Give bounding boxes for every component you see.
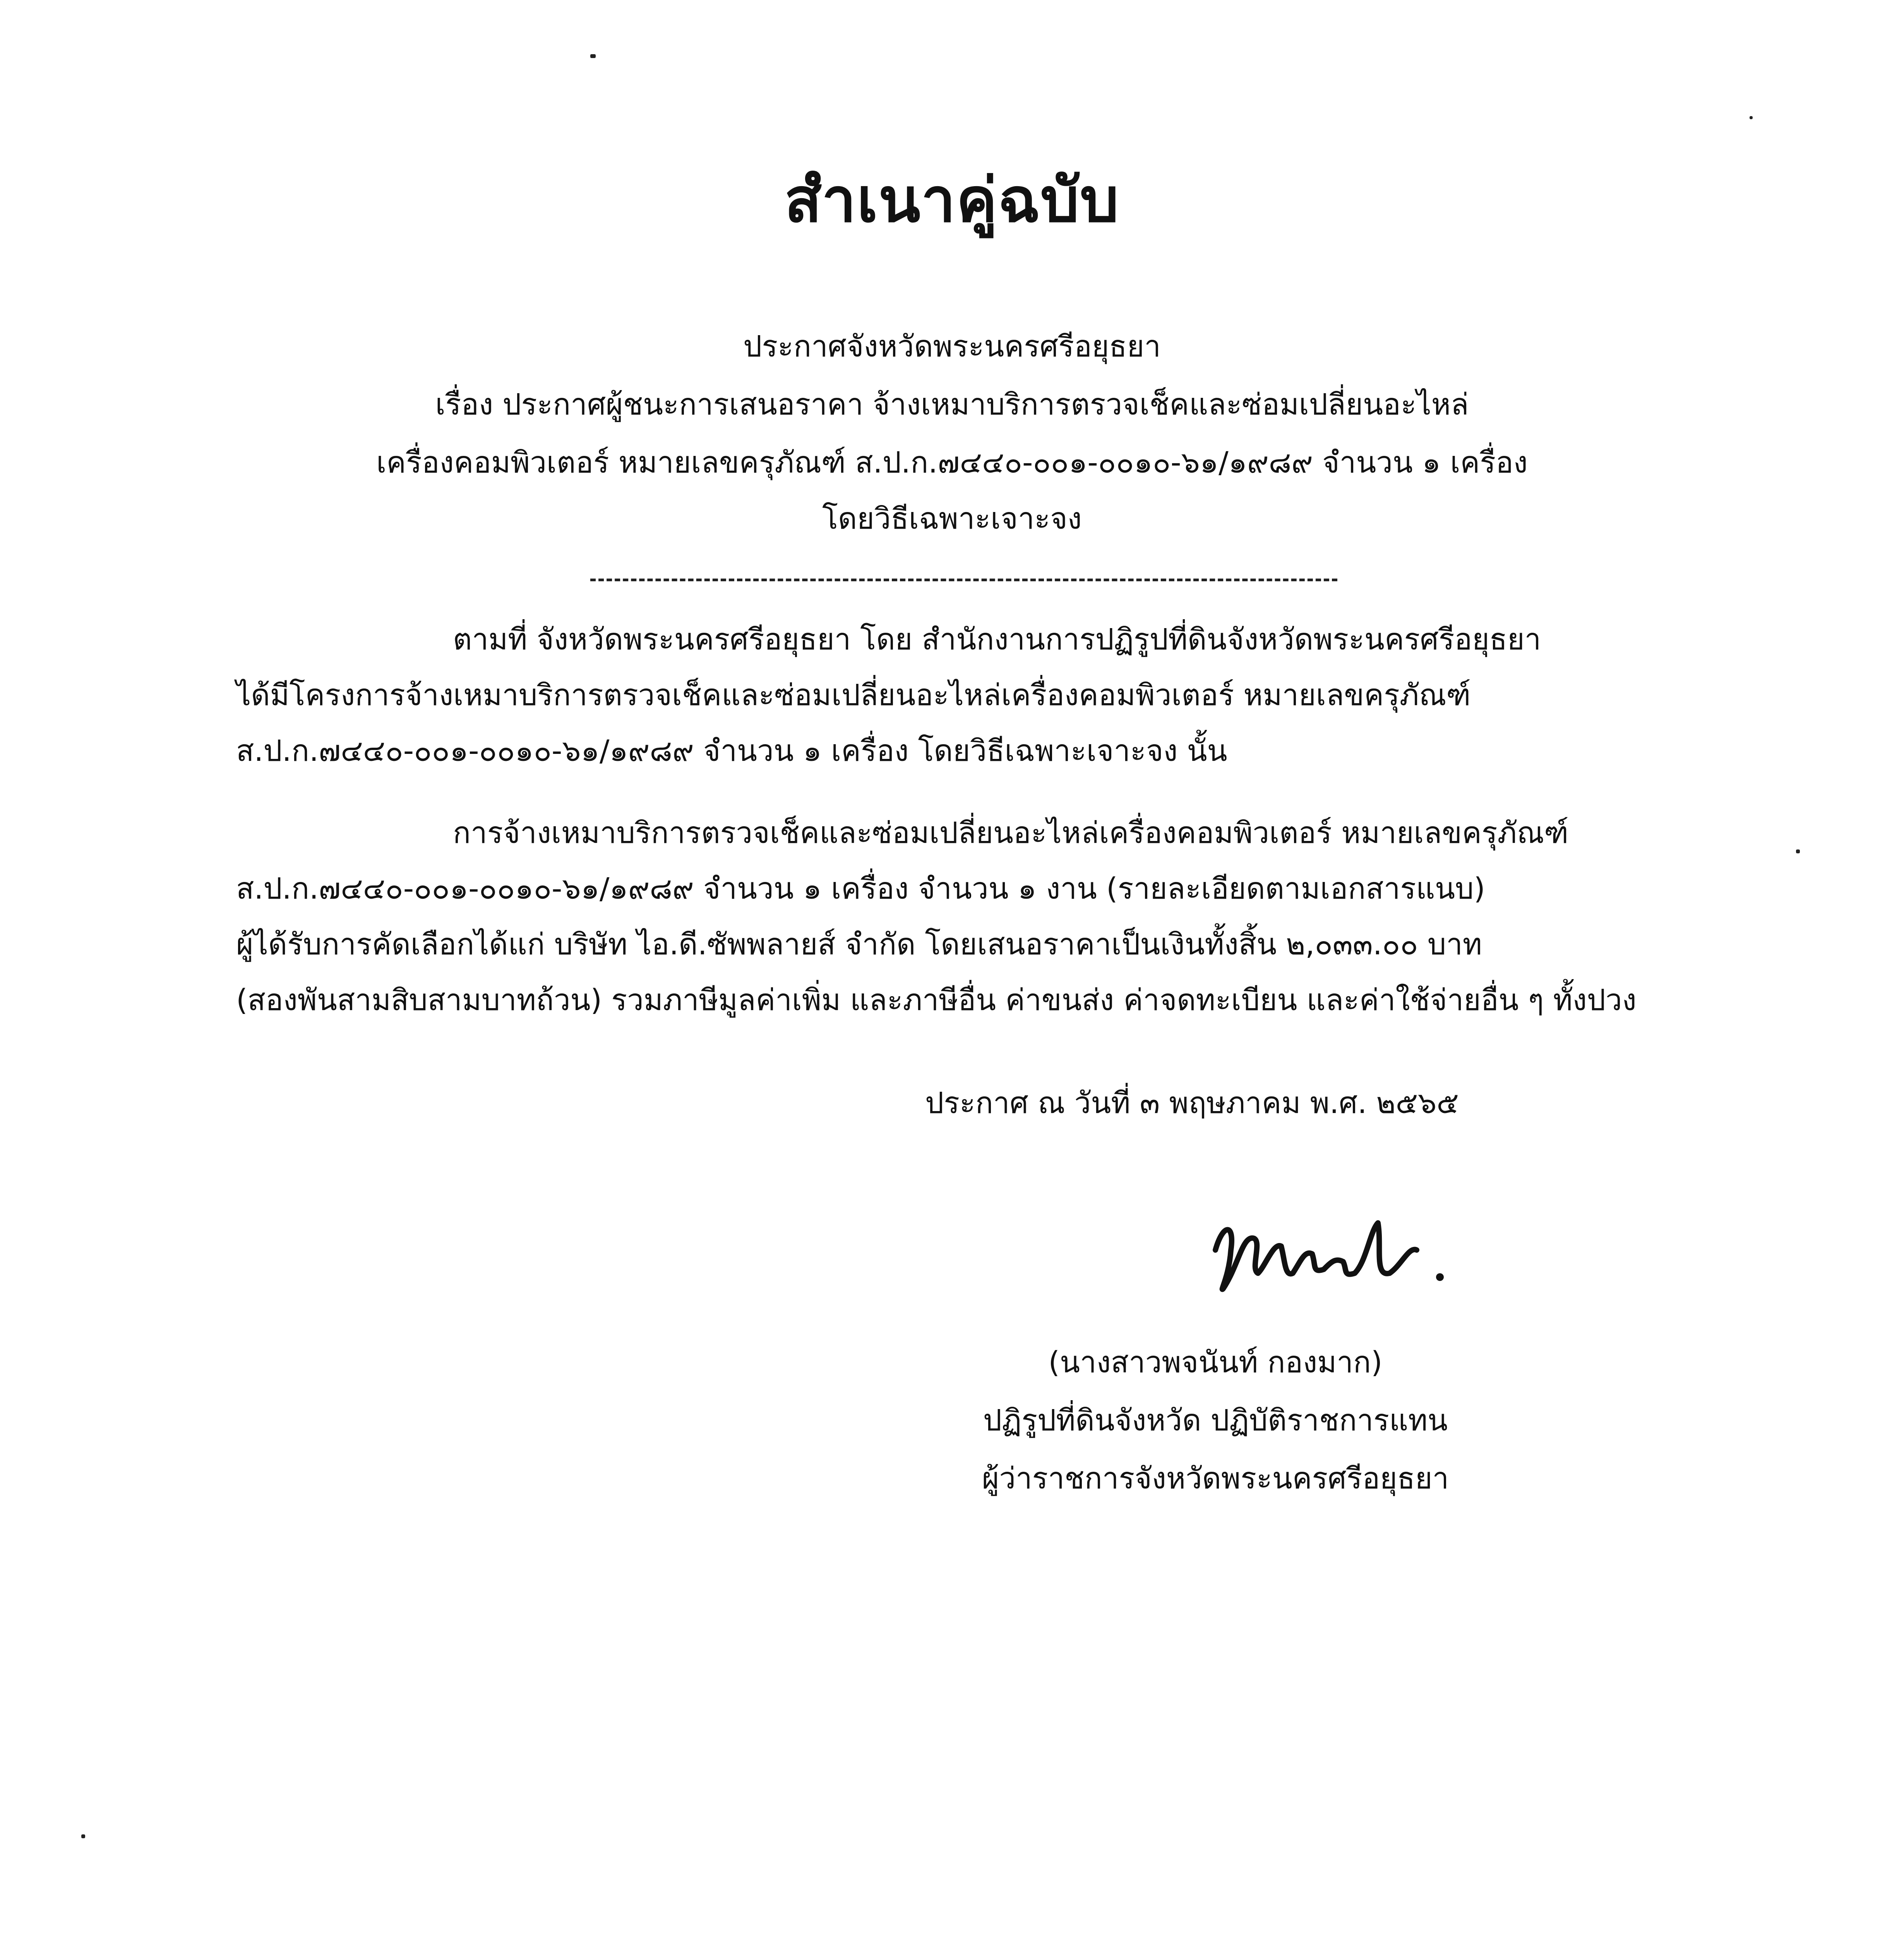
- paragraph-2-line-1: การจ้างเหมาบริการตรวจเช็คและซ่อมเปลี่ยนอะไหล่เครื่องคอมพิวเตอร์ หมายเลขครุภัณฑ์: [453, 815, 1569, 850]
- scan-speck: [590, 54, 596, 58]
- subject-line-2: เครื่องคอมพิวเตอร์ หมายเลขครุภัณฑ์ ส.ป.ก.๗๔๔๐-๐๐๑-๐๐๑๐-๖๑/๑๙๘๙ จำนวน ๑ เครื่อง: [376, 445, 1528, 479]
- subject-line-3: โดยวิธีเฉพาะเจาะจง: [822, 501, 1082, 536]
- subject-line-1: เรื่อง ประกาศผู้ชนะการเสนอราคา จ้างเหมาบริการตรวจเช็คและซ่อมเปลี่ยนอะไหล่: [435, 387, 1469, 421]
- scan-speck: [1796, 849, 1800, 853]
- handwritten-signature: [1208, 1200, 1479, 1316]
- scan-speck: [81, 1834, 85, 1838]
- paragraph-2-line-2: ส.ป.ก.๗๔๔๐-๐๐๑-๐๐๑๐-๖๑/๑๙๘๙ จำนวน ๑ เครื่อง จำนวน ๑ งาน (รายละเอียดตามเอกสารแนบ): [236, 871, 1486, 906]
- paragraph-1-line-3: ส.ป.ก.๗๔๔๐-๐๐๑-๐๐๑๐-๖๑/๑๙๘๙ จำนวน ๑ เครื่อง โดยวิธีเฉพาะเจาะจง นั้น: [236, 733, 1227, 768]
- scan-speck: [1750, 116, 1753, 119]
- announcement-date: ประกาศ ณ วันที่ ๓ พฤษภาคม พ.ศ. ๒๕๖๕: [925, 1086, 1459, 1120]
- signer-position-2: ผู้ว่าราชการจังหวัดพระนครศรีอยุธยา: [982, 1461, 1449, 1495]
- copy-stamp-title: สำเนาคู่ฉบับ: [784, 165, 1120, 236]
- signer-name: (นางสาวพจนันท์ กองมาก): [1048, 1345, 1383, 1379]
- issuer-heading: ประกาศจังหวัดพระนครศรีอยุธยา: [743, 329, 1161, 363]
- signer-position-1: ปฏิรูปที่ดินจังหวัด ปฏิบัติราชการแทน: [983, 1403, 1448, 1437]
- paragraph-1-line-1: ตามที่ จังหวัดพระนครศรีอยุธยา โดย สำนักงานการปฏิรูปที่ดินจังหวัดพระนครศรีอยุธยา: [453, 622, 1541, 656]
- paragraph-2-line-3: ผู้ได้รับการคัดเลือกได้แก่ บริษัท ไอ.ดี.ซัพพลายส์ จำกัด โดยเสนอราคาเป็นเงินทั้งสิ้น ๒,๐๓๓.๐๐ บาท: [236, 927, 1482, 961]
- paragraph-2: [236, 805, 1695, 1028]
- paragraph-1-line-2: ได้มีโครงการจ้างเหมาบริการตรวจเช็คและซ่อมเปลี่ยนอะไหล่เครื่องคอมพิวเตอร์ หมายเลขครุภัณฑ์: [236, 678, 1471, 712]
- paragraph-2-line-4: (สองพันสามสิบสามบาทถ้วน) รวมภาษีมูลค่าเพิ่ม และภาษีอื่น ค่าขนส่ง ค่าจดทะเบียน และค่าใช้จ่ายอื่น ๆ ทั้งปวง: [236, 983, 1637, 1017]
- paragraph-1: [236, 611, 1695, 779]
- heading-divider: [590, 579, 1337, 581]
